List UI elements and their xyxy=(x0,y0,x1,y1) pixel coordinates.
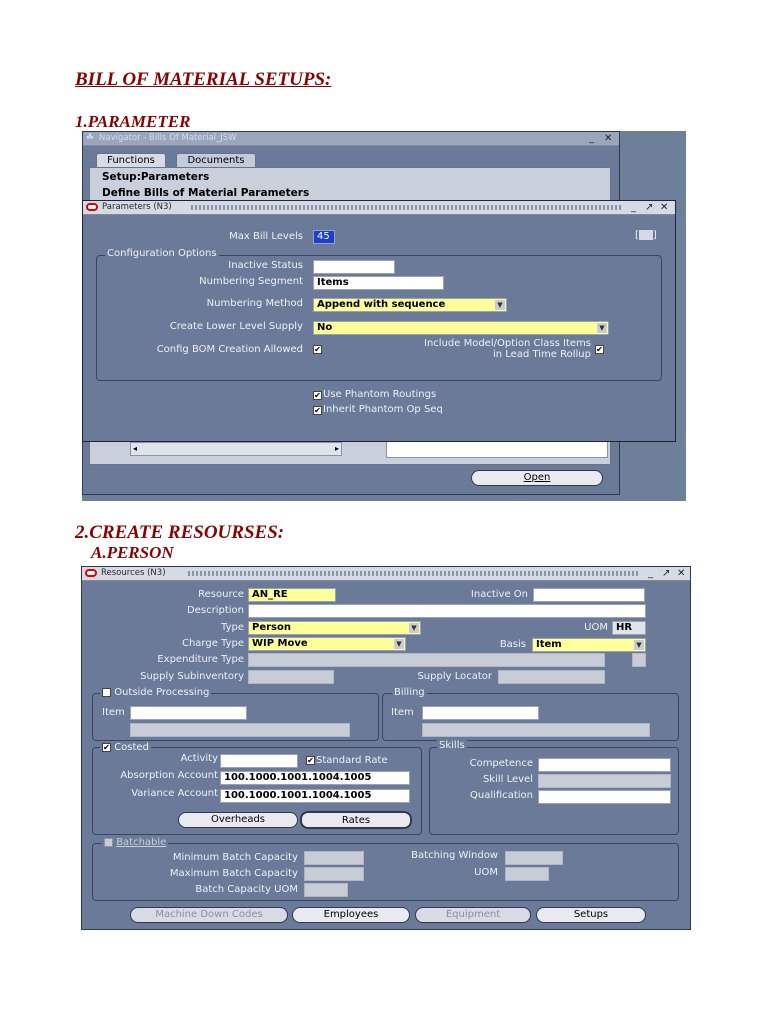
overheads-button[interactable]: Overheads xyxy=(178,812,298,828)
outside-item-field[interactable] xyxy=(130,706,247,720)
restore-icon[interactable]: ↗ xyxy=(662,568,671,579)
close-icon[interactable]: ✕ xyxy=(677,568,686,579)
close-icon[interactable]: ✕ xyxy=(660,202,669,213)
include-model-label-line2: in Lead Time Rollup xyxy=(492,349,591,360)
numbering-method-select[interactable] xyxy=(313,298,507,312)
include-model-label xyxy=(424,338,591,360)
standard-rate-label: Standard Rate xyxy=(316,755,388,766)
batchable-header xyxy=(102,837,168,848)
skills-label: Skills xyxy=(439,740,465,751)
inactive-status-field[interactable] xyxy=(313,260,395,274)
batch-uom-field[interactable] xyxy=(304,883,348,897)
navigator-scrollbar[interactable] xyxy=(130,442,342,456)
chevron-down-icon[interactable]: ▼ xyxy=(495,300,505,310)
outside-item-description xyxy=(130,723,350,737)
resources-window xyxy=(81,566,691,930)
navigator-titlebar xyxy=(83,132,619,146)
charge-type-select[interactable] xyxy=(248,637,406,651)
min-batch-label: Minimum Batch Capacity xyxy=(172,852,298,863)
restore-icon[interactable]: ↗ xyxy=(645,202,654,213)
activity-label: Activity xyxy=(180,753,218,764)
parameters-title: Parameters (N3) xyxy=(102,202,172,212)
scroll-left-icon[interactable]: ◂ xyxy=(133,444,138,453)
activity-field[interactable] xyxy=(220,754,298,768)
skill-level-label: Skill Level xyxy=(482,774,533,785)
uom-label: UOM xyxy=(584,622,608,633)
basis-label: Basis xyxy=(499,639,526,650)
expenditure-type-field[interactable] xyxy=(248,653,605,667)
supply-locator-label: Supply Locator xyxy=(417,671,492,682)
batch-window-uom-field[interactable] xyxy=(505,867,549,881)
max-bill-levels-field[interactable]: 45 xyxy=(313,230,335,244)
document-title: BILL OF MATERIAL SETUPS: xyxy=(75,69,332,90)
standard-rate-checkbox[interactable]: ✔ xyxy=(307,756,314,765)
minimize-icon[interactable]: _ xyxy=(648,568,653,579)
basis-select[interactable] xyxy=(532,638,646,652)
billing-item-field[interactable] xyxy=(422,706,539,720)
qualification-label: Qualification xyxy=(470,790,533,801)
section-person-heading: A.PERSON xyxy=(91,543,174,562)
descriptive-flexfield[interactable] xyxy=(632,653,646,667)
inherit-phantom-label: Inherit Phantom Op Seq xyxy=(323,404,443,415)
resources-title: Resources (N3) xyxy=(101,568,166,578)
numbering-method-label: Numbering Method xyxy=(206,298,303,309)
type-label: Type xyxy=(221,622,244,633)
lower-level-supply-value: No xyxy=(317,322,333,333)
parameters-window xyxy=(82,200,676,442)
inactive-status-label: Inactive Status xyxy=(228,260,303,271)
minimize-icon[interactable]: _ xyxy=(631,202,636,213)
costed-checkbox[interactable]: ✔ xyxy=(103,742,110,752)
use-phantom-routings-label: Use Phantom Routings xyxy=(323,389,437,400)
absorption-account-label: Absorption Account xyxy=(120,770,218,781)
titlebar-grip xyxy=(191,205,621,210)
charge-type-value: WIP Move xyxy=(252,638,308,649)
chevron-down-icon[interactable]: ▼ xyxy=(634,640,644,650)
descriptive-flexfield[interactable]: [ ] xyxy=(635,230,657,241)
open-button[interactable]: Open xyxy=(471,470,603,486)
qualification-field[interactable] xyxy=(538,790,671,804)
supply-subinventory-label: Supply Subinventory xyxy=(140,671,244,682)
competence-label: Competence xyxy=(469,758,533,769)
setups-button[interactable]: Setups xyxy=(536,907,646,923)
numbering-segment-label: Numbering Segment xyxy=(199,276,303,287)
inactive-on-label: Inactive On xyxy=(470,589,528,600)
rates-button[interactable]: Rates xyxy=(300,811,412,829)
titlebar-grip xyxy=(188,571,638,576)
variance-account-field[interactable]: 100.1000.1001.1004.1005 xyxy=(220,789,410,803)
expenditure-type-label: Expenditure Type xyxy=(157,654,244,665)
batching-window-field[interactable] xyxy=(505,851,563,865)
billing-item-description xyxy=(422,723,650,737)
oracle-logo-icon xyxy=(85,569,97,577)
section-resources-heading: 2.CREATE RESOURSES: xyxy=(75,522,285,543)
billing-label: Billing xyxy=(394,687,425,698)
description-field[interactable] xyxy=(248,604,646,618)
batching-window-label: Batching Window xyxy=(411,850,498,861)
include-model-checkbox[interactable]: ✔ xyxy=(596,345,603,354)
chevron-down-icon[interactable]: ▼ xyxy=(409,623,419,633)
absorption-account-field[interactable]: 100.1000.1001.1004.1005 xyxy=(220,771,410,785)
competence-field[interactable] xyxy=(538,758,671,772)
numbering-segment-field[interactable]: Items xyxy=(313,276,444,290)
navigator-title: Navigator - Bills Of Material_JSW xyxy=(99,133,237,143)
type-value: Person xyxy=(252,622,291,633)
resources-titlebar xyxy=(82,567,690,581)
close-icon[interactable]: ✕ xyxy=(604,133,613,144)
uom-field[interactable]: HR xyxy=(612,621,646,635)
costed-label: Costed xyxy=(114,742,149,753)
supply-locator-field[interactable] xyxy=(498,670,605,684)
batch-window-uom-label: UOM xyxy=(474,867,498,878)
navigator-app-icon: ☘ xyxy=(86,133,95,143)
minimize-icon[interactable]: _ xyxy=(589,133,594,144)
navigator-item-setup-parameters[interactable]: Setup:Parameters xyxy=(102,171,210,183)
max-batch-field[interactable] xyxy=(304,867,364,881)
machine-down-codes-button[interactable]: Machine Down Codes xyxy=(130,907,288,923)
include-model-label-line1: Include Model/Option Class Items xyxy=(424,338,591,349)
numbering-method-value: Append with sequence xyxy=(317,299,446,310)
billing-item-label: Item xyxy=(391,707,414,718)
configuration-options-label: Configuration Options xyxy=(107,248,217,259)
batch-uom-label: Batch Capacity UOM xyxy=(195,884,298,895)
lower-level-supply-select[interactable] xyxy=(313,321,609,335)
charge-type-label: Charge Type xyxy=(181,638,244,649)
outside-processing-checkbox[interactable] xyxy=(102,688,111,697)
navigator-item-define-parameters[interactable]: Define Bills of Material Parameters xyxy=(102,187,310,199)
max-bill-levels-label: Max Bill Levels xyxy=(229,231,303,242)
config-bom-checkbox[interactable]: ✔ xyxy=(314,345,321,354)
batchable-label: Batchable xyxy=(116,837,167,848)
skill-level-field[interactable] xyxy=(538,774,671,788)
resource-label: Resource xyxy=(198,589,244,600)
description-label: Description xyxy=(187,605,244,616)
max-batch-label: Maximum Batch Capacity xyxy=(169,868,298,879)
inherit-phantom-checkbox[interactable]: ✔ xyxy=(314,406,321,415)
tab-functions[interactable]: Functions xyxy=(96,153,166,167)
chevron-down-icon[interactable]: ▼ xyxy=(394,639,404,649)
variance-account-label: Variance Account xyxy=(131,788,218,799)
chevron-down-icon[interactable]: ▼ xyxy=(597,323,607,333)
type-select[interactable] xyxy=(248,621,421,635)
lower-level-supply-label: Create Lower Level Supply xyxy=(169,321,303,332)
employees-button[interactable]: Employees xyxy=(292,907,410,923)
resource-field[interactable]: AN_RE xyxy=(248,588,336,602)
screenshot-parameter xyxy=(82,131,686,501)
parameters-titlebar xyxy=(83,201,675,215)
use-phantom-routings-checkbox[interactable]: ✔ xyxy=(314,391,321,400)
basis-value: Item xyxy=(536,639,562,650)
min-batch-field[interactable] xyxy=(304,851,364,865)
scroll-right-icon[interactable]: ▸ xyxy=(334,444,339,453)
oracle-logo-icon xyxy=(86,203,98,211)
equipment-button[interactable]: Equipment xyxy=(415,907,531,923)
section-parameter-heading: 1.PARAMETER xyxy=(75,112,191,131)
inactive-on-field[interactable] xyxy=(533,588,645,602)
supply-subinventory-field[interactable] xyxy=(248,670,334,684)
tab-documents[interactable]: Documents xyxy=(176,153,256,167)
outside-processing-header xyxy=(100,687,211,698)
costed-header xyxy=(100,742,151,753)
outside-processing-label: Outside Processing xyxy=(114,687,210,698)
config-bom-label: Config BOM Creation Allowed xyxy=(156,344,303,355)
batchable-checkbox[interactable] xyxy=(104,838,113,847)
outside-item-label: Item xyxy=(102,707,125,718)
